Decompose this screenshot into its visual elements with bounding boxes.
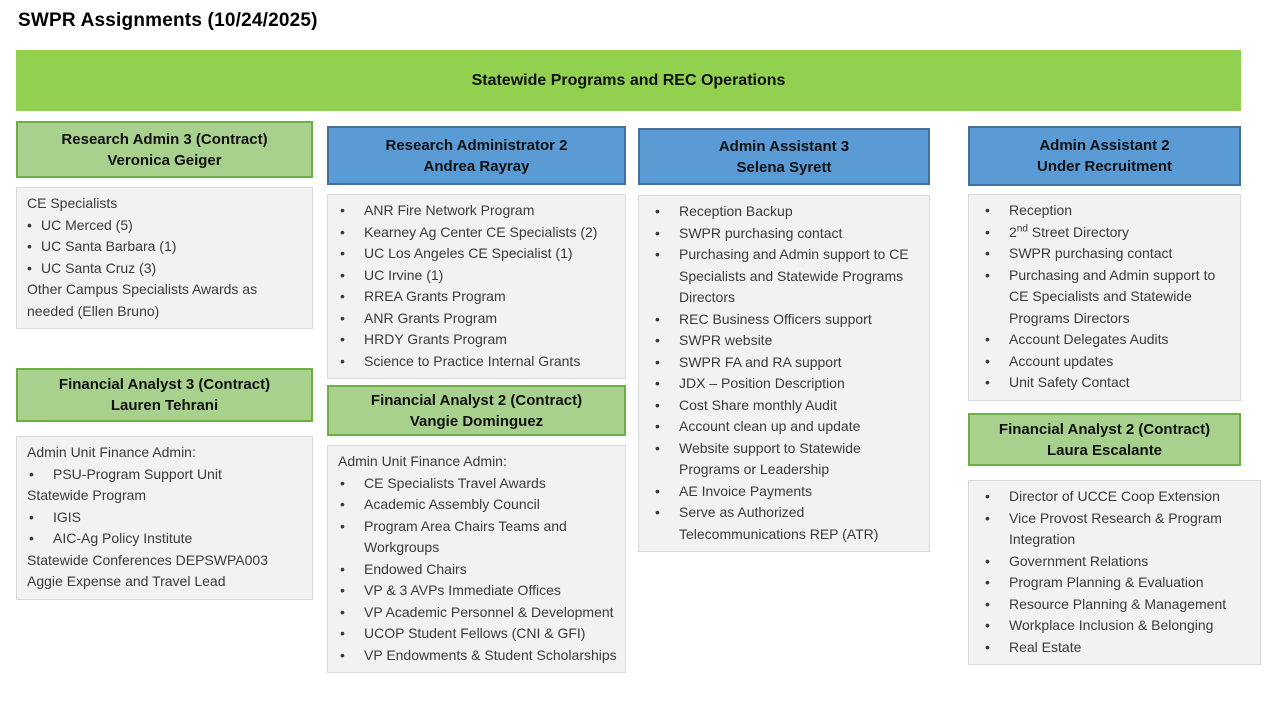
bullet-icon: • xyxy=(29,530,34,546)
item-text: Account updates xyxy=(1009,352,1114,369)
bullet-icon: • xyxy=(29,465,34,482)
item-text: RREA Grants Program xyxy=(364,288,506,304)
header-line: Research Admin 3 (Contract) xyxy=(61,130,268,148)
bullet-icon: • xyxy=(655,332,660,348)
header-line: Financial Analyst 2 (Contract) xyxy=(998,420,1211,438)
bullet-icon: • xyxy=(985,266,990,283)
bullet-icon: • xyxy=(340,223,345,240)
item-text: Admin Unit Finance Admin: xyxy=(338,453,507,469)
bullet-icon: • xyxy=(985,617,990,633)
item-text: Statewide Conferences DEPSWPA003 xyxy=(27,551,268,568)
list-item xyxy=(649,438,921,481)
item-text: Real Estate xyxy=(1009,638,1082,655)
list-item xyxy=(338,623,617,645)
bullet-icon: • xyxy=(340,646,345,663)
list-item xyxy=(338,222,617,244)
header-line: Research Administrator 2 xyxy=(385,136,568,154)
header-line: Selena Syrett xyxy=(736,158,832,176)
item-text: Endowed Chairs xyxy=(364,560,467,577)
bullet-icon: • xyxy=(985,223,990,240)
list-item xyxy=(338,516,617,559)
header-line: Veronica Geiger xyxy=(107,151,222,169)
list-item xyxy=(338,602,617,624)
list-item xyxy=(338,200,617,222)
list-item xyxy=(649,201,921,223)
list-item xyxy=(27,258,304,280)
item-text: ANR Fire Network Program xyxy=(364,202,535,218)
list-item xyxy=(979,200,1232,222)
item-text: VP Academic Personnel & Development xyxy=(364,603,614,620)
list-item xyxy=(338,645,617,667)
item-text: Admin Unit Finance Admin: xyxy=(27,444,196,460)
list-item xyxy=(979,637,1252,659)
list-item xyxy=(979,615,1252,637)
role-header-lauren-tehrani xyxy=(16,368,313,422)
item-text: UC Santa Cruz (3) xyxy=(41,259,157,276)
list-item xyxy=(338,329,617,351)
role-header-under-recruitment xyxy=(968,126,1241,186)
bullet-icon: • xyxy=(985,595,990,612)
bullet-icon: • xyxy=(340,202,345,218)
item-text: Resource Planning & Management xyxy=(1009,595,1227,612)
bullet-icon: • xyxy=(655,418,660,434)
bullet-icon: • xyxy=(27,238,32,254)
item-text: UCOP Student Fellows (CNI & GFI) xyxy=(364,625,586,641)
list-item xyxy=(27,571,304,593)
item-text: UC Merced (5) xyxy=(41,216,133,233)
list-item xyxy=(649,481,921,503)
item-text: SWPR FA and RA support xyxy=(679,353,842,370)
assignment-list xyxy=(327,445,626,673)
item-text: Vice Provost Research & Program Integration xyxy=(1009,509,1222,547)
item-text: REC Business Officers support xyxy=(679,310,872,327)
item-text: VP & 3 AVPs Immediate Offices xyxy=(364,582,561,598)
item-text: Unit Safety Contact xyxy=(1009,374,1130,390)
list-item xyxy=(338,559,617,581)
bullet-icon: • xyxy=(985,245,990,261)
list-item xyxy=(979,372,1232,394)
item-text: JDX – Position Description xyxy=(679,375,845,391)
bullet-icon: • xyxy=(340,331,345,347)
list-item xyxy=(27,279,304,322)
bullet-icon: • xyxy=(655,396,660,413)
list-item xyxy=(979,551,1252,573)
list-item xyxy=(979,486,1252,508)
list-item xyxy=(338,451,617,473)
item-text: Other Campus Specialists Awards as needed (Ellen Bruno) xyxy=(27,281,258,319)
item-text: Kearney Ag Center CE Specialists (2) xyxy=(364,223,598,240)
item-text: Academic Assembly Council xyxy=(364,496,540,512)
banner-statewide-programs xyxy=(16,50,1241,111)
list-item xyxy=(338,243,617,265)
header-line: Admin Assistant 3 xyxy=(718,137,850,155)
bullet-icon: • xyxy=(27,259,32,276)
item-text: Aggie Expense and Travel Lead xyxy=(27,573,226,589)
bullet-icon: • xyxy=(340,517,345,534)
role-header-selena-syrett xyxy=(638,128,930,185)
bullet-icon: • xyxy=(29,508,34,525)
list-item xyxy=(649,416,921,438)
list-item xyxy=(27,215,304,237)
bullet-icon: • xyxy=(985,638,990,655)
item-text: UC Santa Barbara (1) xyxy=(41,238,177,254)
bullet-icon: • xyxy=(985,331,990,347)
item-text: Science to Practice Internal Grants xyxy=(364,352,581,369)
list-item xyxy=(27,193,304,215)
bullet-icon: • xyxy=(340,603,345,620)
bullet-icon: • xyxy=(340,474,345,491)
bullet-icon: • xyxy=(340,352,345,369)
list-item xyxy=(979,329,1232,351)
item-text: SWPR purchasing contact xyxy=(679,224,843,241)
role-header-andrea-rayray xyxy=(327,126,626,185)
item-text: Account clean up and update xyxy=(679,418,861,434)
list-item xyxy=(338,308,617,330)
list-item xyxy=(979,222,1232,244)
list-item xyxy=(338,494,617,516)
bullet-icon: • xyxy=(340,496,345,512)
item-text: Government Relations xyxy=(1009,552,1149,569)
item-text: HRDY Grants Program xyxy=(364,331,507,347)
item-text: Reception Backup xyxy=(679,203,793,219)
bullet-icon: • xyxy=(655,375,660,391)
item-text: Cost Share monthly Audit xyxy=(679,396,837,413)
assignment-list xyxy=(968,194,1241,401)
header-line: Vangie Dominguez xyxy=(409,412,544,430)
item-text: Serve as Authorized Telecommunications REP (ATR) xyxy=(679,504,879,542)
bullet-icon: • xyxy=(655,310,660,327)
bullet-icon: • xyxy=(340,266,345,283)
assignment-list xyxy=(16,187,313,329)
bullet-icon: • xyxy=(340,582,345,598)
list-item xyxy=(979,572,1252,594)
item-text: CE Specialists xyxy=(27,195,118,211)
item-text: IGIS xyxy=(53,508,82,525)
item-text: Program Area Chairs Teams and Workgroups xyxy=(364,517,567,555)
bullet-icon: • xyxy=(985,374,990,390)
list-item xyxy=(27,442,304,464)
bullet-icon: • xyxy=(340,245,345,261)
header-line: Under Recruitment xyxy=(1036,158,1173,175)
item-text: UC Los Angeles CE Specialist (1) xyxy=(364,245,573,261)
item-text: CE Specialists Travel Awards xyxy=(364,474,546,491)
item-text: Website support to Statewide Programs or Leadership xyxy=(679,439,861,477)
list-item xyxy=(979,351,1232,373)
role-header-veronica-geiger xyxy=(16,121,313,178)
bullet-icon: • xyxy=(655,439,660,456)
bullet-icon: • xyxy=(655,246,660,262)
header-line: Laura Escalante xyxy=(1046,441,1163,459)
banner-label: Statewide Programs and REC Operations xyxy=(471,71,786,89)
item-text: Purchasing and Admin support to CE Specialists and Statewide Programs Directors xyxy=(679,246,909,305)
item-text: Reception xyxy=(1009,202,1073,218)
list-item xyxy=(649,244,921,309)
list-item xyxy=(338,286,617,308)
list-item xyxy=(649,502,921,545)
list-item xyxy=(979,508,1252,551)
role-header-laura-escalante xyxy=(968,413,1241,466)
item-text: SWPR website xyxy=(679,332,773,348)
item-text: VP Endowments & Student Scholarships xyxy=(364,646,617,663)
list-item xyxy=(649,352,921,374)
list-item xyxy=(649,395,921,417)
list-item xyxy=(649,373,921,395)
bullet-icon: • xyxy=(340,309,345,326)
bullet-icon: • xyxy=(985,352,990,369)
list-item xyxy=(979,265,1232,330)
list-item xyxy=(27,464,304,486)
header-line: Andrea Rayray xyxy=(423,157,530,175)
role-header-vangie-dominguez xyxy=(327,385,626,436)
list-item xyxy=(27,236,304,258)
item-text: Director of UCCE Coop Extension xyxy=(1009,488,1220,504)
page-title: SWPR Assignments (10/24/2025) xyxy=(18,10,318,31)
bullet-icon: • xyxy=(655,224,660,241)
bullet-icon: • xyxy=(985,202,990,218)
bullet-icon: • xyxy=(985,488,990,504)
item-text: SWPR purchasing contact xyxy=(1009,245,1173,261)
list-item xyxy=(338,580,617,602)
bullet-icon: • xyxy=(340,288,345,304)
bullet-icon: • xyxy=(27,216,32,233)
list-item xyxy=(979,243,1232,265)
header-line: Financial Analyst 2 (Contract) xyxy=(370,391,583,409)
item-text: Statewide Program xyxy=(27,487,147,503)
list-item xyxy=(27,485,304,507)
bullet-icon: • xyxy=(340,560,345,577)
bullet-icon: • xyxy=(985,552,990,569)
item-text: AIC-Ag Policy Institute xyxy=(53,530,193,546)
item-text: 2nd Street Directory xyxy=(1009,222,1130,240)
list-item xyxy=(649,223,921,245)
item-text: ANR Grants Program xyxy=(364,309,498,326)
list-item xyxy=(338,265,617,287)
assignment-list xyxy=(327,194,626,379)
item-text: Purchasing and Admin support to CE Specialists and Statewide Programs Directors xyxy=(1009,266,1216,326)
list-item xyxy=(338,351,617,373)
list-item xyxy=(27,528,304,550)
bullet-icon: • xyxy=(655,353,660,370)
list-item xyxy=(979,594,1252,616)
item-text: Account Delegates Audits xyxy=(1009,331,1169,347)
bullet-icon: • xyxy=(340,625,345,641)
list-item xyxy=(27,507,304,529)
header-line: Admin Assistant 2 xyxy=(1039,137,1170,154)
item-text: UC Irvine (1) xyxy=(364,266,444,283)
list-item xyxy=(27,550,304,572)
bullet-icon: • xyxy=(985,574,990,590)
list-item xyxy=(649,309,921,331)
bullet-icon: • xyxy=(655,203,660,219)
item-text: Workplace Inclusion & Belonging xyxy=(1009,617,1214,633)
header-line: Financial Analyst 3 (Contract) xyxy=(58,376,271,393)
bullet-icon: • xyxy=(655,482,660,499)
header-line: Lauren Tehrani xyxy=(110,397,219,414)
bullet-icon: • xyxy=(985,509,990,526)
assignment-list xyxy=(968,480,1261,665)
item-text: Program Planning & Evaluation xyxy=(1009,574,1204,590)
assignment-list xyxy=(16,436,313,600)
assignment-list xyxy=(638,195,930,552)
list-item xyxy=(649,330,921,352)
item-text: PSU-Program Support Unit xyxy=(53,465,222,482)
item-text: AE Invoice Payments xyxy=(679,482,813,499)
bullet-icon: • xyxy=(655,504,660,520)
list-item xyxy=(338,473,617,495)
